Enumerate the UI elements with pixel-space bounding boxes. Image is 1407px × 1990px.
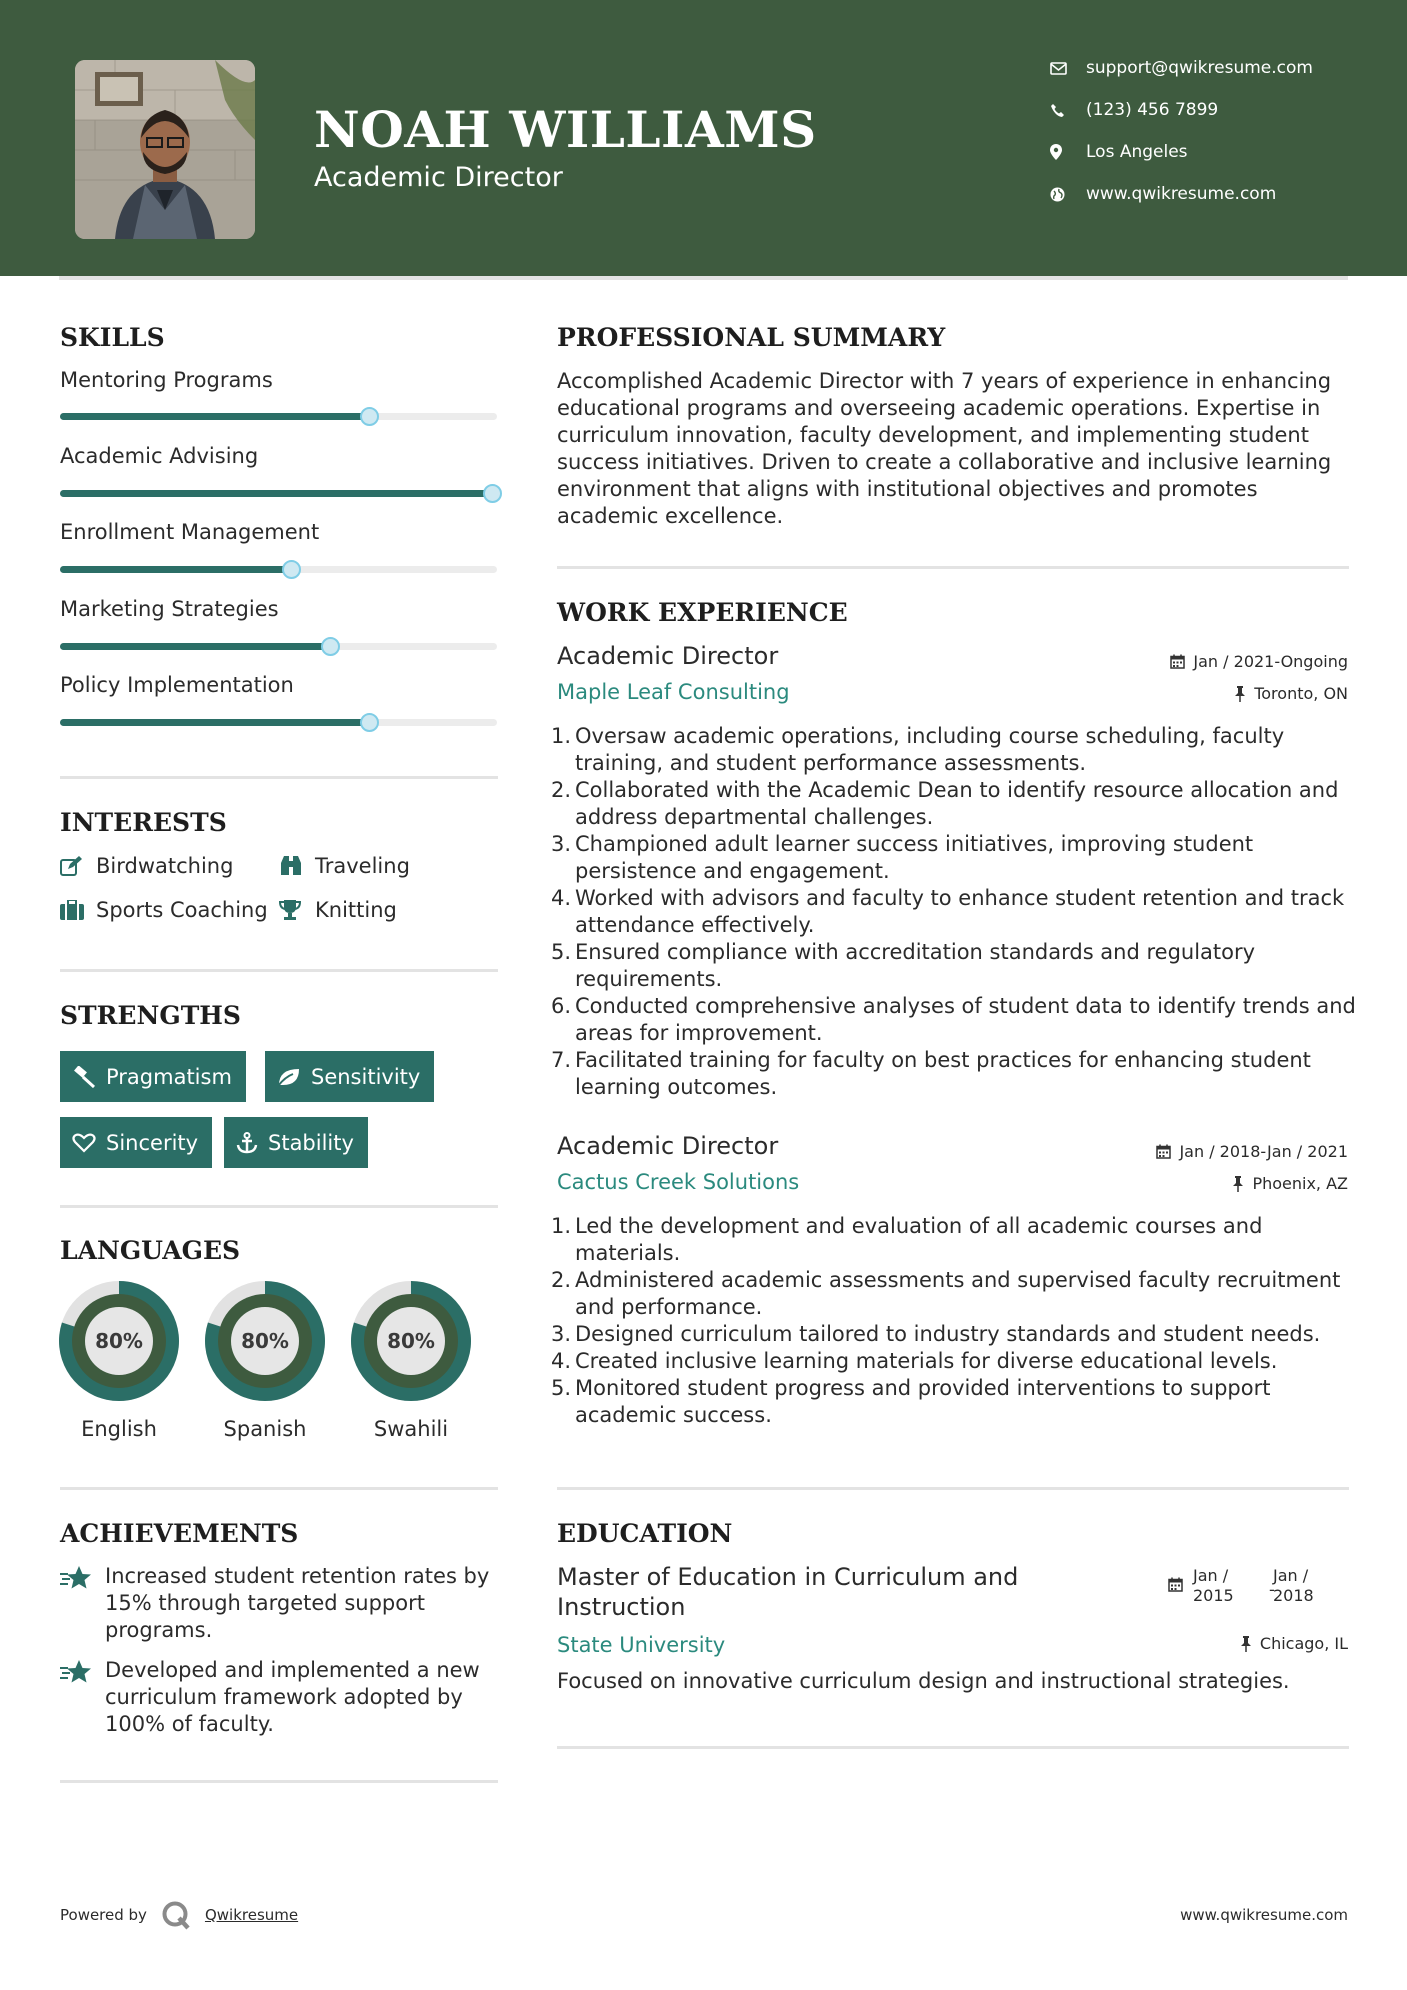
languages-heading: LANGUAGES [60,1236,241,1265]
skill-bar [60,719,497,726]
language-label: Swahili [373,1417,449,1441]
globe-icon [1050,187,1086,202]
phone-icon [1050,103,1086,118]
header-divider [59,276,1348,280]
achievement-text: Increased student retention rates by 15% through targeted support programs. [105,1564,490,1642]
achievement-text: Developed and implemented a new curriculum framework adopted by 100% of faculty. [105,1658,480,1736]
duty-number: 1. [551,1214,572,1238]
duty-item [551,1321,1357,1348]
skill-bar [60,413,497,420]
skill-label: Enrollment Management [60,520,320,544]
skill-bar [60,566,497,573]
language-percent: 80% [387,1329,435,1353]
duty-item [551,1267,1357,1321]
skill-bar-fill [60,643,331,650]
job-title: Academic Director [557,642,779,670]
duty-text: Ensured compliance with accreditation standards and regulatory requirements. [575,940,1256,991]
heart-icon [72,1133,96,1153]
education-heading: EDUCATION [557,1519,733,1548]
pushpin-icon [1240,1636,1252,1652]
resume-header [0,0,1407,276]
strength-label: Pragmatism [106,1064,232,1089]
duty-item [551,1213,1357,1267]
education-dates [1168,1566,1348,1606]
skill-bar-fill [60,566,292,573]
skill-label: Academic Advising [60,444,259,468]
duty-text: Created inclusive learning materials for diverse educational levels. [575,1349,1278,1373]
duty-number: 6. [551,994,572,1018]
interest-label: Birdwatching [96,854,234,878]
contact-website[interactable] [1050,184,1276,204]
candidate-title: Academic Director [314,162,563,193]
education-start-month: Jan / [1193,1566,1229,1585]
duty-number: 2. [551,778,572,802]
achievement-item [60,1563,500,1644]
interest-label: Knitting [315,898,397,922]
strength-label: Sincerity [106,1130,199,1155]
edit-icon [60,856,96,876]
job-dates [1170,652,1348,671]
candidate-name: NOAH WILLIAMS [314,100,817,159]
duty-item [551,723,1357,777]
interest-label: Sports Coaching [96,898,268,922]
skill-bar-fill [60,413,370,420]
interest-item [279,854,410,878]
duty-item [551,1047,1357,1101]
section-divider [60,969,498,972]
anchor-icon [236,1132,258,1154]
interests-heading: INTERESTS [60,808,227,837]
duty-number: 3. [551,832,572,856]
skill-bar [60,643,497,650]
contact-email[interactable] [1050,58,1313,78]
job-duties [551,723,1357,1101]
summary-heading: PROFESSIONAL SUMMARY [557,323,946,352]
achievements-heading: ACHIEVEMENTS [60,1519,299,1548]
duty-item [551,939,1357,993]
section-divider [557,1746,1349,1749]
school-name: State University [557,1633,726,1657]
duty-number: 5. [551,1376,572,1400]
job-company: Maple Leaf Consulting [557,680,790,704]
strength-badge [60,1117,212,1168]
duty-number: 5. [551,940,572,964]
duty-text: Administered academic assessments and supervised faculty recruitment and performance. [575,1268,1341,1319]
qwikresume-link[interactable]: Qwikresume [204,1906,299,1924]
section-divider [60,1205,498,1208]
skills-heading: SKILLS [60,323,165,352]
interest-item [279,898,397,922]
briefcase-icon [60,900,96,920]
education-end-year: 2018 [1273,1586,1314,1605]
strength-badge [60,1051,246,1102]
language-percent: 80% [95,1329,143,1353]
section-divider [60,1780,498,1783]
profile-photo [75,60,255,239]
skill-label: Mentoring Programs [60,368,273,392]
duty-item [551,1348,1357,1375]
interest-item [60,898,268,922]
language-ring [58,1280,180,1402]
pushpin-icon [1234,686,1246,702]
education-date-separator: - [1269,1580,1275,1599]
language-ring [350,1280,472,1402]
duty-number: 1. [551,724,572,748]
star-icon [60,1563,105,1644]
duty-number: 4. [551,886,572,910]
achievement-item [60,1657,500,1738]
degree-title-line1: Master of Education in Curriculum and [557,1563,1019,1591]
duty-text: Collaborated with the Academic Dean to identify resource allocation and address departmental challenges. [575,778,1339,829]
interest-item [60,854,233,878]
job-location [1232,1174,1348,1193]
section-divider [60,1487,498,1490]
job-dates-text: Jan / 2021-Ongoing [1193,652,1348,671]
duty-text: Oversaw academic operations, including course scheduling, faculty training, and student performance assessments. [575,724,1285,775]
interest-label: Traveling [315,854,410,878]
footer-website[interactable]: www.qwikresume.com [1180,1906,1348,1924]
calendar-icon [1168,1577,1183,1596]
job-location [1234,684,1348,703]
language-label: English [81,1417,157,1441]
skill-bar-knob [321,637,340,656]
contact-location [1050,142,1188,162]
duty-item [551,993,1357,1047]
duty-text: Championed adult learner success initiatives, improving student persistence and engagement. [575,832,1254,883]
education-end-month: Jan / [1273,1566,1309,1585]
duty-text: Designed curriculum tailored to industry standards and student needs. [575,1322,1321,1346]
language-percent: 80% [241,1329,289,1353]
job-dates-text: Jan / 2018-Jan / 2021 [1179,1142,1348,1161]
leaf-icon [277,1067,301,1087]
map-pin-icon [1050,144,1086,160]
duty-text: Conducted comprehensive analyses of student data to identify trends and areas for improvement. [575,994,1356,1045]
powered-by-label: Powered by [60,1906,147,1924]
duty-text: Facilitated training for faculty on best practices for enhancing student learning outcomes. [575,1048,1311,1099]
skill-bar-knob [483,484,502,503]
job-company: Cactus Creek Solutions [557,1170,800,1194]
contact-phone-text: (123) 456 7899 [1086,100,1219,120]
summary-text: Accomplished Academic Director with 7 years of experience in enhancing educational programs and overseeing academic operations. Expertise in curriculum innovation, faculty development, and implementing student success initiatives. Driven to create a collaborative and inclusive learning environment that aligns with institutional objectives and promotes academic excellence. [557,369,1332,528]
job-title: Academic Director [557,1132,779,1160]
pushpin-icon [1232,1176,1244,1192]
duty-text: Worked with advisors and faculty to enhance student retention and track attendance effectively. [575,886,1345,937]
powered-by [60,1900,298,1930]
strength-label: Sensitivity [311,1064,421,1089]
section-divider [60,776,498,779]
skill-bar [60,490,497,497]
language-ring [204,1280,326,1402]
calendar-icon [1156,1144,1171,1159]
duty-number: 2. [551,1268,572,1292]
duty-number: 3. [551,1322,572,1346]
skill-bar-knob [360,407,379,426]
gavel-icon [72,1066,96,1088]
contact-email-text: support@qwikresume.com [1086,58,1313,78]
education-location-text: Chicago, IL [1259,1634,1348,1653]
duty-text: Led the development and evaluation of all academic courses and materials. [575,1214,1263,1265]
star-icon [60,1657,105,1738]
qwikresume-logo-icon [161,1900,191,1930]
duty-item [551,777,1357,831]
skill-label: Policy Implementation [60,673,294,697]
envelope-icon [1050,62,1086,75]
skill-bar-fill [60,719,370,726]
duty-text: Monitored student progress and provided interventions to support academic success. [575,1376,1271,1427]
section-divider [557,1487,1349,1490]
experience-heading: WORK EXPERIENCE [557,598,848,627]
strengths-heading: STRENGTHS [60,1001,241,1030]
duty-number: 7. [551,1048,572,1072]
section-divider [557,566,1349,569]
language-label: Spanish [223,1417,307,1441]
skill-bar-fill [60,490,493,497]
duty-item [551,831,1357,885]
strength-badge [265,1051,434,1102]
job-location-text: Phoenix, AZ [1252,1174,1348,1193]
education-start-year: 2015 [1193,1586,1234,1605]
duty-item [551,885,1357,939]
strength-label: Stability [268,1130,354,1155]
education-description: Focused on innovative curriculum design and instructional strategies. [557,1669,1290,1693]
job-location-text: Toronto, ON [1254,684,1348,703]
contact-phone[interactable] [1050,100,1218,120]
skill-bar-knob [282,560,301,579]
education-location [1240,1634,1348,1653]
skill-label: Marketing Strategies [60,597,279,621]
contact-website-text: www.qwikresume.com [1086,184,1277,204]
job-duties [551,1213,1357,1429]
trophy-icon [279,899,315,921]
strength-badge [224,1117,368,1168]
skill-bar-knob [360,713,379,732]
calendar-icon [1170,654,1185,669]
job-dates [1156,1142,1348,1161]
degree-title-line2: Instruction [557,1593,686,1621]
duty-item [551,1375,1357,1429]
contact-location-text: Los Angeles [1086,142,1188,162]
binoculars-icon [279,855,315,877]
duty-number: 4. [551,1349,572,1373]
